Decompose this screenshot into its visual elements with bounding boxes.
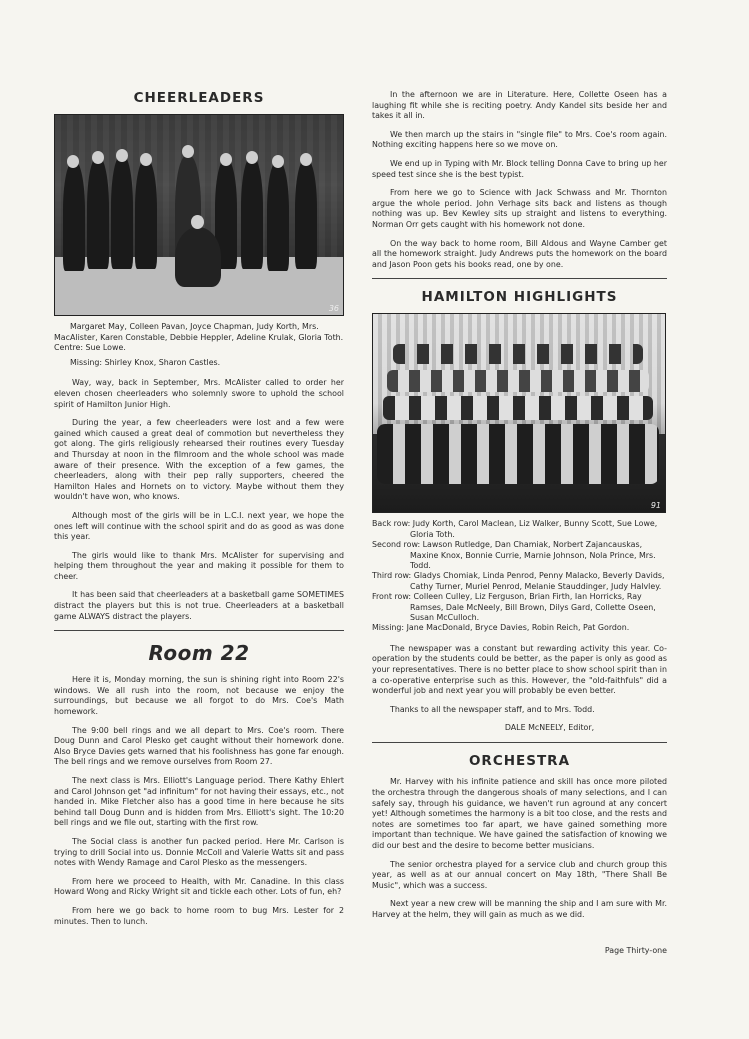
divider xyxy=(372,742,667,743)
highlights-caption xyxy=(372,519,667,633)
caption-row: Back row: Judy Korth, Carol Maclean, Liz Walker, Bunny Scott, Sue Lowe, Gloria Toth. xyxy=(372,519,658,539)
cheerleaders-caption: Margaret May, Colleen Pavan, Joyce Chapman, Judy Korth, Mrs. MacAlister, Karen Constable, Debbie Heppler, Adeline Krulak, Gloria Toth. Centre: Sue Lowe. xyxy=(54,322,344,353)
paragraph: In the afternoon we are in Literature. Here, Collette Oseen has a laughing fit while she is reciting poetry. Andy Kandel sits beside her and takes it all in. xyxy=(372,90,667,121)
paragraph: The girls would like to thank Mrs. McAlister for supervising and helping them throughout the year and making it possible for them to cheer. xyxy=(54,550,344,581)
photo-number: 36 xyxy=(328,304,339,313)
room22-heading: Room 22 xyxy=(148,641,250,666)
paragraph: From here we go to Science with Jack Schwass and Mr. Thornton argue the whole period. John Verhage sits back and listens as though nothing was up. Bev Kewley sits up straight and listens to everything. Norman Orr gets caught with his homework not done. xyxy=(372,188,667,229)
cheerleaders-photo xyxy=(54,114,344,316)
caption-row: Third row: Gladys Chomiak, Linda Penrod, Penny Malacko, Beverly Davids, Cathy Turner, Muriel Penrod, Melanie Stauddinger, Judy Halvley. xyxy=(372,571,665,591)
paragraph: From here we proceed to Health, with Mr. Canadine. In this class Howard Wong and Ricky Wright sit and tickle each other. Lots of fun, eh? xyxy=(54,876,344,897)
paragraph: The Social class is another fun packed period. Here Mr. Carlson is trying to drill Social into us. Donnie McColl and Valerie Watts sit and pass notes with Wendy Ramage and Carol Plesko as the messengers. xyxy=(54,836,344,868)
paragraph: Here it is, Monday morning, the sun is shining right into Room 22's windows. We all rush into the room, not because we enjoy the surroundings, but because we all forgot to do Mrs. Coe's Math homework. xyxy=(54,675,344,717)
paragraph: We then march up the stairs in "single file" to Mrs. Coe's room again. Nothing exciting happens here so we move on. xyxy=(372,129,667,150)
paragraph: Although most of the girls will be in L.C.I. next year, we hope the ones left will continue with the school spirit and do as good as was done this year. xyxy=(54,510,344,542)
orchestra-heading: ORCHESTRA xyxy=(468,753,571,770)
paragraph: The senior orchestra played for a service club and church group this year, as well as at our annual concert on May 18th, "There Shall Be Music", which was a success. xyxy=(372,859,667,890)
cheerleaders-heading: CHEERLEADERS xyxy=(133,90,265,106)
caption-row: Front row: Colleen Culley, Liz Ferguson, Brian Firth, Ian Horricks, Ray Ramses, Dale McNeely, Bill Brown, Dilys Gard, Collette Oseen, Susan McCulloch. xyxy=(372,592,656,622)
highlights-photo xyxy=(372,313,666,513)
left-column xyxy=(54,90,344,935)
paragraph: From here we go back to home room to bug Mrs. Lester for 2 minutes. Then to lunch. xyxy=(54,905,344,926)
divider xyxy=(372,278,667,279)
paragraph: It has been said that cheerleaders at a basketball game SOMETIMES distract the players but this is not true. Cheerleaders at a basketball game ALWAYS distract the players. xyxy=(54,590,344,621)
right-column xyxy=(372,90,667,928)
paragraph: The next class is Mrs. Elliott's Language period. There Kathy Ehlert and Carol Johnson get "ad infinitum" for not having their essays, etc., not handed in. Mike Fletcher also has a good time in here because he sits behind tall Doug Dunn and is hidden from Mrs. Elliott's sight. The 10:20 bell rings and we file out, starting with the first row. xyxy=(54,776,344,828)
paragraph: Thanks to all the newspaper staff, and to Mrs. Todd. xyxy=(390,704,595,714)
photo-number: 91 xyxy=(650,501,661,511)
editor-signature: DALE McNEELY, Editor, xyxy=(504,723,595,733)
paragraph: Mr. Harvey with his infinite patience and skill has once more piloted the orchestra through the dangerous shoals of many selections, and I can safely say, through his guidance, we haven't run aground at any concert yet! Although sometimes the harmony is a bit too close, and the rests and notes are sometimes too far apart, we have gained something more important than technique. We have gained the satisfaction of knowing we did our best and the desire to become better musicians. xyxy=(372,777,667,850)
paragraph: Next year a new crew will be manning the ship and I am sure with Mr. Harvey at the helm, they will gain as much as we did. xyxy=(372,899,667,919)
paragraph: On the way back to home room, Bill Aldous and Wayne Camber get all the homework straight. Judy Andrews puts the homework on the board and Jason Poon gets his books read, one by one. xyxy=(372,238,667,269)
divider xyxy=(54,630,344,631)
cheerleaders-missing: Missing: Shirley Knox, Sharon Castles. xyxy=(70,357,221,367)
caption-row: Missing: Jane MacDonald, Bryce Davies, Robin Reich, Pat Gordon. xyxy=(372,623,630,633)
highlights-heading: HAMILTON HIGHLIGHTS xyxy=(421,289,618,306)
caption-row: Second row: Lawson Rutledge, Dan Chamiak, Norbert Zajancauskas, Maxine Knox, Bonnie Currie, Marnie Johnson, Nola Prince, Mrs. Todd. xyxy=(372,540,656,570)
page-number: Page Thirty-one xyxy=(604,946,667,955)
paragraph: We end up in Typing with Mr. Block telling Donna Cave to bring up her speed test since she is the best typist. xyxy=(372,158,667,179)
paragraph: During the year, a few cheerleaders were lost and a few were gained which caused a great deal of commotion but nevertheless they got along. The girls religiously rehearsed their routines every Tuesday and Thursday at noon in the filmroom and the whole school was made aware of their presence. With the exception of a few games, the cheerleaders, along with their pep rally supporters, cheered the Hamilton Hales and Hornets on to victory. Maybe without them they wouldn't have won, who knows. xyxy=(54,418,344,502)
paragraph: The 9:00 bell rings and we all depart to Mrs. Coe's room. There Doug Dunn and Carol Plesko get caught without their homework done. Also Bryce Davies gets warned that his foolishness has gone far enough. The bell rings and we remove ourselves from Room 27. xyxy=(54,725,344,767)
paragraph: Way, way, back in September, Mrs. McAlister called to order her eleven chosen cheerleaders who solemnly swore to uphold the school spirit of Hamilton Junior High. xyxy=(54,378,344,409)
paragraph: The newspaper was a constant but rewarding activity this year. Co-operation by the students could be better, as the paper is only as good as your representatives. There is no better place to show school spirit than in a co-operative enterprise such as this. However, the "old-faithfuls" did a wonderful job and next year you will probably be even better. xyxy=(372,643,667,696)
